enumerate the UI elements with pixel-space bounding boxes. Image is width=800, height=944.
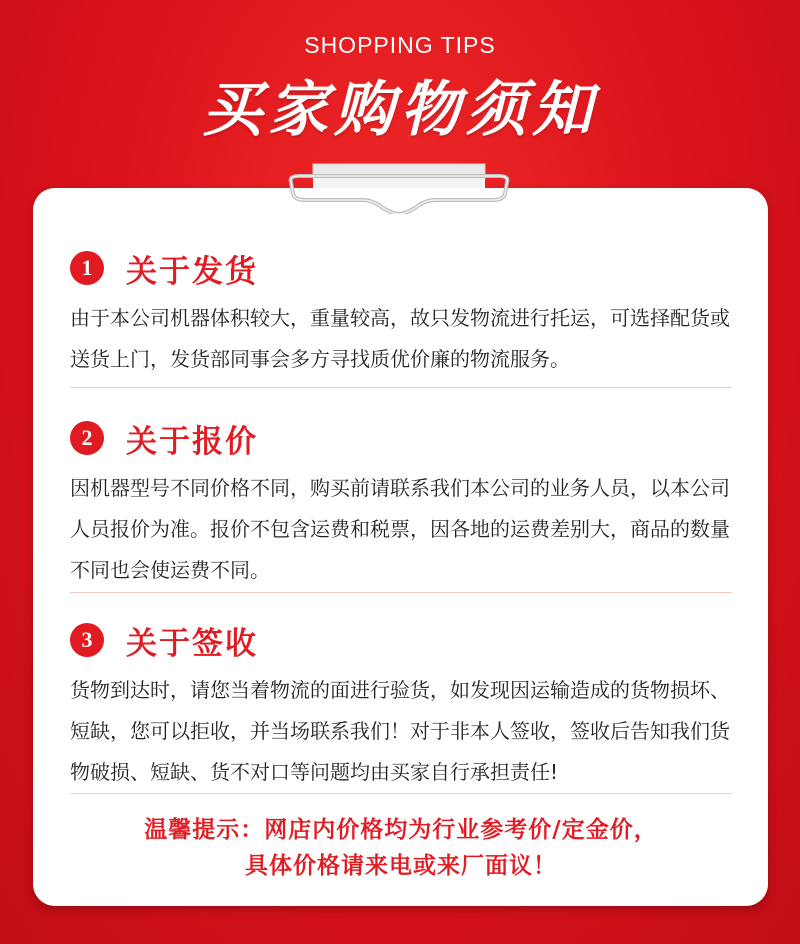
divider <box>70 592 732 593</box>
section-header <box>70 246 740 290</box>
section-receipt <box>70 618 740 793</box>
page-title: 买家购物须知 <box>202 75 598 145</box>
section-title: 关于发货 <box>126 253 258 290</box>
section-text: 由于本公司机器体积较大，重量较高，故只发物流进行托运，可选择配货或送货上门，发货部同事会多方寻找质优价廉的物流服务。 <box>70 306 730 371</box>
number-badge: 3 <box>70 623 104 657</box>
divider <box>70 387 732 388</box>
section-text: 货物到达时，请您当着物流的面进行验货，如发现因运输造成的货物损坏、短缺，您可以拒收，并当场联系我们！对于非本人签收，签收后告知我们货物破损、短缺、货不对口等问题均由买家自行承担责任! <box>70 678 730 784</box>
section-quotation <box>70 416 740 591</box>
section-header <box>70 416 740 460</box>
section-shipping <box>70 246 740 380</box>
number-badge: 2 <box>70 421 104 455</box>
clipboard-clip-icon <box>285 162 513 214</box>
header-subtitle: SHOPPING TIPS <box>304 32 496 58</box>
section-title: 关于报价 <box>126 423 258 460</box>
tip-line-1: 温馨提示：网店内价格均为行业参考价/定金价， <box>144 817 658 843</box>
warm-tip <box>70 812 732 884</box>
section-title: 关于签收 <box>126 625 258 662</box>
section-header <box>70 618 740 662</box>
section-text: 因机器型号不同价格不同，购买前请联系我们本公司的业务人员，以本公司人员报价为准。报价不包含运费和税票，因各地的运费差别大，商品的数量不同也会使运费不同。 <box>70 476 730 582</box>
divider <box>70 793 732 794</box>
tip-line-2: 具体价格请来电或来厂面议！ <box>245 853 557 879</box>
number-badge: 1 <box>70 251 104 285</box>
